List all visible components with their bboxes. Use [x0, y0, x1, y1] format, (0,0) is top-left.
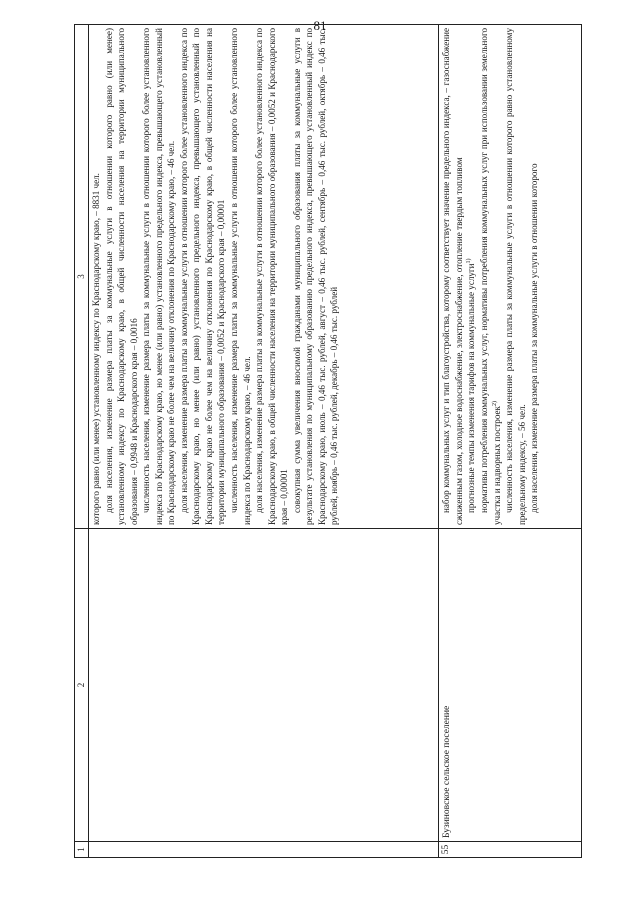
footnote-mark: 1): [466, 258, 473, 264]
indicator-text: доля населения, изменение размера платы за коммунальные услуги в отношении которого более установленного индекса по Краснодарскому краю, в общей численности населения на территории муниципального образования – 0,0052 и Краснодарского края – 0,00001: [254, 28, 290, 525]
indicator-text: [478, 28, 503, 525]
indicator-text: доля населения, изменение размера платы за коммунальные услуги в отношении которого: [529, 163, 540, 513]
indicator-text: численность населения, изменение размера платы за коммунальные услуги в отношении которого более установленного индекса по Краснодарскому краю, – 46 чел.: [229, 28, 252, 525]
table-row: [89, 25, 439, 858]
indicator-text: набор коммунальных услуг и тип благоустройства, которому соответствует значение предельного индекса, – газоснабжение сжиженным газом, холодное водоснабжение, электроснабжение, отопление твердым топливом: [441, 28, 464, 525]
table-row: [439, 25, 582, 858]
header-col-2: 2: [75, 529, 89, 842]
indicator-text: [465, 28, 478, 525]
indicator-text: совокупная сумма увеличения вносимой гражданами муниципального образования платы за коммунальные услуги в результате установления по муниципальному образованию предельного индекса, превышающего установленный индекс по Краснодарскому краю, июль – 0,46 тыс. рублей, август – 0,46 тыс. рублей, сентябрь – 0,46 тыс. рублей, октябрь – 0,46 тыс. рублей, ноябрь – 0,46 тыс. рублей, декабрь – 0,46 тыс. рублей: [291, 28, 340, 525]
indicator-label: прогнозные темпы изменения тарифов на коммунальные услуги: [466, 263, 477, 513]
row-indicators: [89, 25, 439, 529]
indicator-text: которого равно (или менее) установленному индексу по Краснодарскому краю, – 8831 чел.: [91, 173, 101, 525]
row-indicators: [439, 25, 582, 529]
rotated-table-container: [74, 28, 582, 858]
footnote-mark: 2): [491, 401, 498, 407]
table-header-row: [75, 25, 89, 858]
row-municipality: [89, 529, 439, 842]
indicator-label: нормативы потребления коммунальных услуг, нормативы потребления коммунальных услуг при использовании земельного участка и надворных построек: [479, 28, 502, 525]
row-number: [89, 842, 439, 858]
data-table: [74, 24, 582, 858]
row-municipality: Бузиновское сельское поселение: [439, 529, 582, 842]
header-col-3: 3: [75, 25, 89, 529]
indicator-text: численность населения, изменение размера платы за коммунальные услуги в отношении которого более установленного индекса по Краснодарскому краю, но менее (или равно) установленного предельного индекса, превышающего установленный по Краснодарскому краю не более чем на величину отклонения по Краснодарскому краю, – 46 чел.: [141, 28, 177, 525]
header-col-1: 1: [75, 842, 89, 858]
indicator-text: доля населения, изменение размера платы за коммунальные услуги в отношении которого равно (или менее) установленному индексу по Краснодарскому краю, в общей численности населения на территории муниципального образования – 0,9948 и Краснодарского края – 0,0016: [103, 28, 139, 525]
indicator-text: численность населения, изменение размера платы за коммунальные услуги в отношении которого равно установленному предельному индексу, – 56 чел.: [504, 28, 527, 525]
page-number: 81: [313, 18, 327, 33]
indicator-text: доля населения, изменение размера платы за коммунальные услуги в отношении которого более установленного индекса по Краснодарскому краю, но менее (или равно) установленного предельного индекса, превышающего установленный по Краснодарскому краю не более чем на величину отклонения по Краснодарскому краю, в общей численности населения на территории муниципального образования – 0,0052 и Краснодарского края – 0,00001: [178, 28, 227, 525]
row-number: 55: [439, 842, 582, 858]
